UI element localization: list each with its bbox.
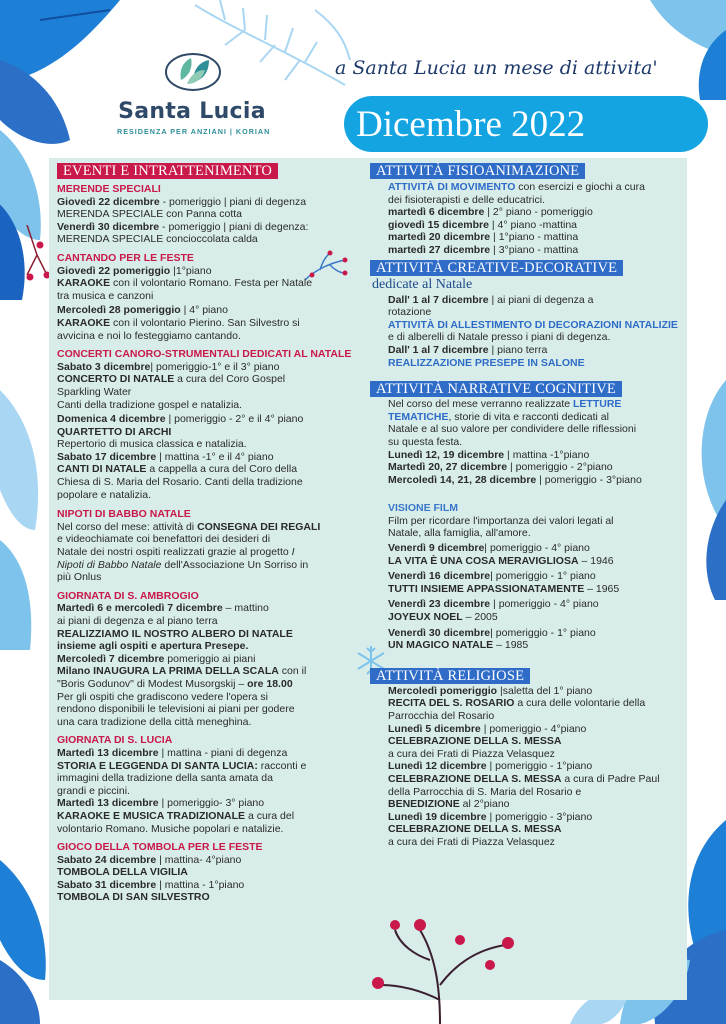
- film-4-date: Venerdì 30 dicembre| pomeriggio - 1° piano: [388, 626, 596, 639]
- religiose-line-13: a cura dei Frati di Piazza Velasquez: [388, 835, 555, 848]
- ambrogio-line-2: ai piani di degenza e al piano terra: [57, 615, 218, 627]
- concerti-line-7: Repertorio di musica classica e natalizia.: [57, 438, 247, 451]
- tombola-line-1: Sabato 24 dicembre | mattina- 4°piano: [57, 853, 242, 866]
- narrative-line-5: Lunedì 12, 19 dicembre | mattina -1°piano: [388, 448, 590, 461]
- creative-line-6: REALIZZAZIONE PRESEPE IN SALONE: [388, 356, 585, 369]
- section-title-eventi: EVENTI E INTRATTENIMENTO: [57, 163, 278, 179]
- concerti-line-6: QUARTETTO DI ARCHI: [57, 425, 172, 438]
- subtitle-merende: MERENDE SPECIALI: [57, 183, 161, 195]
- film-3-title: JOYEUX NOEL – 2005: [388, 611, 498, 624]
- religiose-line-6: a cura dei Frati di Piazza Velasquez: [388, 747, 555, 760]
- lucia-line-6: KARAOKE E MUSICA TRADIZIONALE a cura del: [57, 809, 295, 822]
- berries-left-decoration: [22, 225, 52, 285]
- cantando-line-6: avvicina e noi lo festeggiamo cantando.: [57, 329, 241, 342]
- concerti-line-11: popolare e natalizia.: [57, 488, 151, 501]
- section-title-narrative: ATTIVITÀ NARRATIVE COGNITIVE: [370, 381, 622, 397]
- creative-line-1: Dall' 1 al 7 dicembre | ai piani di degenza a: [388, 293, 594, 306]
- merende-line-4: MERENDA SPECIALE concioccolata calda: [57, 233, 258, 246]
- concerti-line-1: Sabato 3 dicembre| pomeriggio-1° e il 3° piano: [57, 360, 280, 373]
- narrative-line-4: su questa festa.: [388, 435, 463, 448]
- ambrogio-line-10: una cara tradizione della città meneghina.: [57, 715, 252, 728]
- cantando-line-1: Giovedì 22 pomeriggio |1°piano: [57, 264, 212, 277]
- cantando-line-4: Mercoledì 28 pomeriggio | 4° piano: [57, 304, 228, 317]
- creative-line-5: Dall' 1 al 7 dicembre | piano terra: [388, 343, 548, 356]
- creative-block: [388, 294, 690, 370]
- left-column: [57, 163, 357, 904]
- logo-subtitle: RESIDENZA PER ANZIANI | KORIAN: [117, 127, 271, 136]
- creative-line-3: ATTIVITÀ DI ALLESTIMENTO DI DECORAZIONI NATALIZIE: [388, 318, 678, 331]
- film-2-title: TUTTI INSIEME APPASSIONATAMENTE – 1965: [388, 582, 620, 595]
- film-2-date: Venerdì 16 dicembre| pomeriggio - 1° piano: [388, 570, 596, 583]
- tombola-line-2: TOMBOLA DELLA VIGILIA: [57, 866, 188, 879]
- film-line-2: Natale, alla famiglia, all'amore.: [388, 527, 531, 540]
- lucia-line-4: grandi e piccini.: [57, 784, 130, 797]
- lucia-line-3: immagini della tradizione della santa amata da: [57, 772, 273, 785]
- subtitle-concerti: CONCERTI CANORO-STRUMENTALI DEDICATI AL NATALE: [57, 348, 352, 361]
- ambrogio-line-3: REALIZZIAMO IL NOSTRO ALBERO DI NATALE: [57, 627, 293, 640]
- concerti-line-9: CANTI DI NATALE a cappella a cura del Coro della: [57, 463, 298, 476]
- religiose-line-2: RECITA DEL S. ROSARIO a cura delle volontarie della: [388, 697, 646, 710]
- religiose-line-1: Mercoledì pomeriggio |saletta del 1° piano: [388, 684, 593, 697]
- film-4-title: UN MAGICO NATALE – 1985: [388, 639, 529, 652]
- narrative-line-7: Mercoledì 14, 21, 28 dicembre | pomeriggio - 3°piano: [388, 473, 642, 486]
- section-title-religiose: ATTIVITÀ RELIGIOSE: [370, 668, 530, 684]
- logo: [117, 50, 271, 136]
- subtitle-cantando: CANTANDO PER LE FESTE: [57, 251, 194, 264]
- narrative-line-1: Nel corso del mese verranno realizzate LETTURE: [388, 398, 622, 411]
- nipoti-line-3: Natale dei nostri ospiti realizzati grazie al progetto I: [57, 546, 295, 559]
- logo-name: Santa Lucia: [118, 99, 266, 124]
- narrative-line-3: Natale e al suo valore per condividere delle riflessioni: [388, 423, 637, 436]
- nipoti-line-2: e videochiamate coi benefattori dei desideri di: [57, 533, 271, 546]
- nipoti-line-5: più Onlus: [57, 571, 102, 584]
- cantando-line-2: KARAOKE con il volontario Romano. Festa per Natale: [57, 277, 313, 290]
- nipoti-line-1: Nel corso del mese: attività di CONSEGNA DEI REGALI: [57, 520, 321, 533]
- religiose-block: [388, 685, 690, 849]
- nipoti-line-4: Nipoti di Babbo Natale dell'Associazione Un Sorriso in: [57, 558, 309, 571]
- lucia-line-5: Martedì 13 dicembre | pomeriggio- 3° piano: [57, 797, 265, 810]
- fisio-line-3: martedì 6 dicembre | 2° piano - pomeriggio: [388, 206, 593, 219]
- subtitle-film: VISIONE FILM: [388, 502, 459, 515]
- ambrogio-line-6: Milano INAUGURA LA PRIMA DELLA SCALA con il: [57, 665, 307, 678]
- ambrogio-line-1: Martedì 6 e mercoledì 7 dicembre – mattino: [57, 602, 269, 615]
- logo-leaves-icon: [163, 50, 221, 92]
- ambrogio-line-8: Per gli ospiti che gradiscono vedere l'opera si: [57, 690, 268, 703]
- creative-line-2: rotazione: [388, 306, 432, 319]
- merende-line-1: Giovedì 22 dicembre - pomeriggio | piani di degenza: [57, 195, 307, 208]
- fisio-line-4: giovedì 15 dicembre | 4° piano -mattina: [388, 218, 578, 231]
- leaves-right-middle-decoration: [690, 380, 726, 600]
- religiose-line-8: CELEBRAZIONE DELLA S. MESSA a cura di Padre Paul: [388, 772, 660, 785]
- narrative-line-2: TEMATICHE, storie di vita e racconti dedicati al: [388, 410, 609, 423]
- ambrogio-line-7: "Boris Godunov" di Modest Musorgskij – ore 18.00: [57, 677, 293, 690]
- ambrogio-line-4: insieme agli ospiti e apertura Presepe.: [57, 640, 249, 653]
- leaves-left-middle-decoration: [0, 390, 50, 650]
- ambrogio-line-5: Mercoledì 7 dicembre pomeriggio ai piani: [57, 652, 256, 665]
- concerti-line-5: Domenica 4 dicembre | pomeriggio - 2° e il 4° piano: [57, 413, 304, 426]
- concerti-line-8: Sabato 17 dicembre | mattina -1° e il 4° piano: [57, 450, 274, 463]
- merende-line-3: Venerdì 30 dicembre - pomeriggio | piani di degenza:: [57, 220, 309, 233]
- subtitle-nipoti: NIPOTI DI BABBO NATALE: [57, 508, 191, 521]
- subtitle-lucia: GIORNATA DI S. LUCIA: [57, 734, 173, 747]
- lucia-line-1: Martedì 13 dicembre | mattina - piani di degenza: [57, 746, 288, 759]
- fisio-line-6: martedì 27 dicembre | 3°piano - mattina: [388, 243, 579, 256]
- creative-line-4: e di alberelli di Natale presso i piani di degenza.: [388, 331, 611, 344]
- religiose-line-9: della Parrocchia di S. Maria del Rosario e: [388, 785, 582, 798]
- fisio-line-5: martedì 20 dicembre | 1°piano - mattina: [388, 231, 579, 244]
- ambrogio-line-9: rendono disponibili le televisioni ai piani per godere: [57, 703, 295, 716]
- religiose-line-5: CELEBRAZIONE DELLA S. MESSA: [388, 735, 562, 748]
- film-line-1: Film per ricordare l'importanza dei valori legati al: [388, 514, 614, 527]
- tagline: a Santa Lucia un mese di attivita': [335, 57, 658, 79]
- concerti-line-4: Canti della tradizione gospel e natalizia.: [57, 398, 243, 411]
- fisio-line-1: ATTIVITÀ DI MOVIMENTO con esercizi e giochi a cura: [388, 181, 645, 193]
- religiose-line-10: BENEDIZIONE al 2°piano: [388, 798, 510, 811]
- religiose-line-12: CELEBRAZIONE DELLA S. MESSA: [388, 823, 562, 836]
- religiose-line-4: Lunedì 5 dicembre | pomeriggio - 4°piano: [388, 722, 587, 735]
- concerti-line-3: Sparkling Water: [57, 385, 132, 398]
- tombola-line-4: TOMBOLA DI SAN SILVESTRO: [57, 891, 210, 904]
- tombola-line-3: Sabato 31 dicembre | mattina - 1°piano: [57, 878, 245, 891]
- section-title-creative: ATTIVITÀ CREATIVE-DECORATIVE: [370, 260, 623, 276]
- subtitle-tombola: GIOCO DELLA TOMBOLA PER LE FESTE: [57, 841, 263, 854]
- section-title-fisio: ATTIVITÀ FISIOANIMAZIONE: [370, 163, 585, 179]
- religiose-line-7: Lunedì 12 dicembre | pomeriggio - 1°piano: [388, 760, 593, 773]
- berries-bottom-decoration: [360, 905, 530, 1024]
- month-title: Dicembre 2022: [356, 104, 586, 145]
- right-column: [370, 163, 690, 849]
- narrative-block: [388, 398, 690, 652]
- concerti-line-10: Chiesa di S. Maria del Rosario. Canti della tradizione: [57, 476, 303, 489]
- religiose-line-3: Parrocchia del Rosario: [388, 710, 495, 722]
- religiose-line-11: Lunedì 19 dicembre | pomeriggio - 3°piano: [388, 810, 593, 823]
- leaves-top-right-decoration: [610, 0, 726, 100]
- fisio-line-2: dei fisioterapisti e delle educatrici.: [388, 193, 545, 206]
- cantando-line-3: tra musica e canzoni: [57, 289, 154, 302]
- creative-subtitle: dedicate al Natale: [372, 276, 473, 292]
- concerti-line-2: CONCERTO DI NATALE a cura del Coro Gospel: [57, 373, 286, 386]
- lucia-line-7: volontario Romano. Musiche popolari e natalizie.: [57, 822, 284, 835]
- merende-line-2: MERENDA SPECIALE con Panna cotta: [57, 208, 243, 221]
- film-1-title: LA VITA È UNA COSA MERAVIGLIOSA – 1946: [388, 554, 614, 567]
- film-3-date: Venerdì 23 dicembre | pomeriggio - 4° piano: [388, 598, 599, 611]
- film-1-date: Venerdì 9 dicembre| pomeriggio - 4° piano: [388, 542, 590, 555]
- narrative-line-6: Martedì 20, 27 dicembre | pomeriggio - 2°piano: [388, 461, 613, 474]
- fisio-block: [388, 181, 690, 257]
- cantando-line-5: KARAOKE con il volontario Pierino. San Silvestro si: [57, 316, 300, 329]
- lucia-line-2: STORIA E LEGGENDA DI SANTA LUCIA: racconti e: [57, 759, 307, 772]
- subtitle-ambrogio: GIORNATA DI S. AMBROGIO: [57, 589, 199, 602]
